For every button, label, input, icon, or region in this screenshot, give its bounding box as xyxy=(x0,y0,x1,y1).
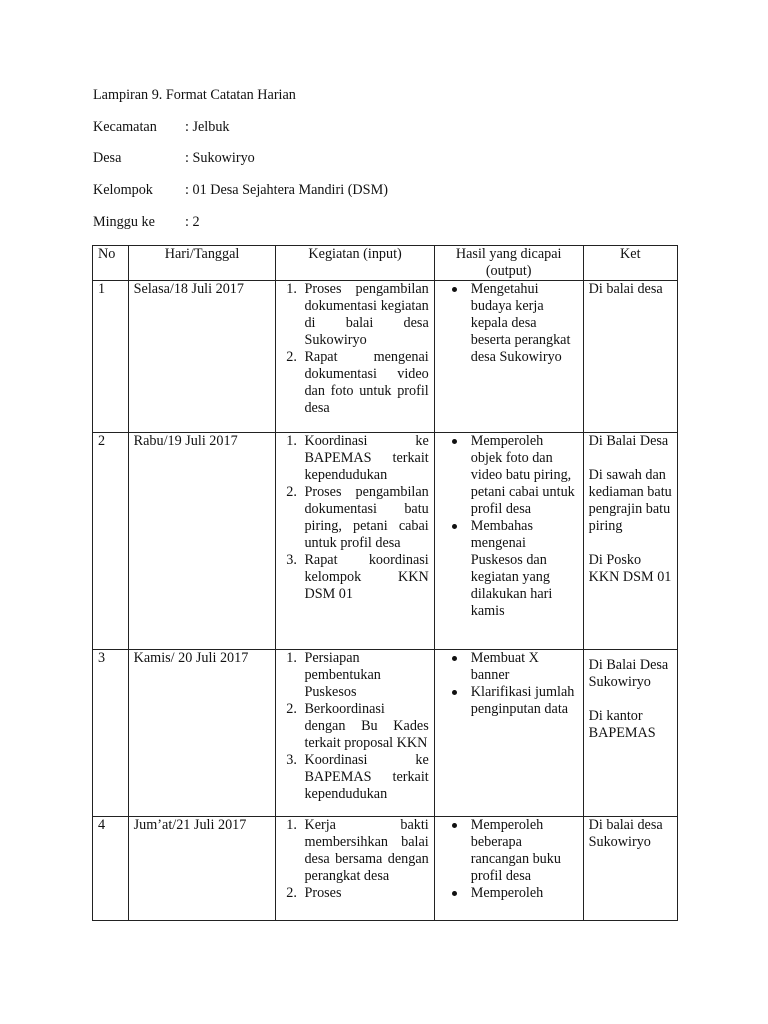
row-number: 1 xyxy=(93,281,129,433)
meta-label: Minggu ke xyxy=(93,214,155,230)
meta-label: Kecamatan xyxy=(93,119,157,135)
row-hasil xyxy=(434,817,583,921)
table-row xyxy=(93,817,678,921)
kegiatan-item: 3. Rapat koordinasi kelompok KKN DSM 01 xyxy=(300,552,428,603)
hasil-item: Mengetahui budaya kerja kepala desa beserta perangkat desa Sukowiryo xyxy=(459,281,578,366)
row-ket xyxy=(583,817,677,921)
row-date: Kamis/ 20 Juli 2017 xyxy=(128,650,276,817)
ket-item: Di Balai Desa Sukowiryo xyxy=(588,657,669,690)
header-no: No xyxy=(93,246,129,281)
row-number: 3 xyxy=(93,650,129,817)
row-number: 4 xyxy=(93,817,129,921)
meta-kecamatan xyxy=(93,119,230,136)
ket-item: Di balai desa Sukowiryo xyxy=(588,817,663,850)
row-number: 2 xyxy=(93,433,129,650)
meta-value: : Jelbuk xyxy=(185,119,230,135)
hasil-item: Membahas mengenai Puskesos dan kegiatan yang dilakukan hari kamis xyxy=(459,518,578,620)
hasil-item: Memperoleh objek foto dan video batu piring, petani cabai untuk profil desa xyxy=(459,433,578,518)
meta-minggu xyxy=(93,214,200,231)
meta-value: : 2 xyxy=(185,214,200,230)
ket-item: Di balai desa xyxy=(588,281,663,297)
meta-value: : 01 Desa Sejahtera Mandiri (DSM) xyxy=(185,182,388,198)
hasil-item: Memperoleh beberapa rancangan buku profil desa xyxy=(459,817,578,885)
document-title: Lampiran 9. Format Catatan Harian xyxy=(93,87,296,103)
row-date: Selasa/18 Juli 2017 xyxy=(128,281,276,433)
row-kegiatan xyxy=(276,650,434,817)
kegiatan-item: 1. Kerja bakti membersihkan balai desa bersama dengan perangkat desa xyxy=(300,817,428,885)
kegiatan-item: 1. Koordinasi ke BAPEMAS terkait kependudukan xyxy=(300,433,428,484)
header-ket: Ket xyxy=(583,246,677,281)
kegiatan-item: 2. Proses xyxy=(300,885,428,902)
meta-kelompok xyxy=(93,182,388,199)
header-hasil: Hasil yang dicapai (output) xyxy=(434,246,583,281)
kegiatan-item: 2. Proses pengambilan dokumentasi batu piring, petani cabai untuk profil desa xyxy=(300,484,428,552)
meta-label: Kelompok xyxy=(93,182,153,198)
row-hasil xyxy=(434,650,583,817)
hasil-item: Membuat X banner xyxy=(459,650,578,684)
ket-item: Di Posko KKN DSM 01 xyxy=(588,552,672,585)
table-row xyxy=(93,433,678,650)
daily-log-table xyxy=(92,245,678,921)
hasil-item: Memperoleh xyxy=(459,885,578,902)
table-header-row xyxy=(93,246,678,281)
row-kegiatan xyxy=(276,433,434,650)
row-hasil xyxy=(434,281,583,433)
kegiatan-item: 3. Koordinasi ke BAPEMAS terkait kependudukan xyxy=(300,752,428,803)
meta-value: : Sukowiryo xyxy=(185,150,255,166)
header-date: Hari/Tanggal xyxy=(128,246,276,281)
table-row xyxy=(93,650,678,817)
ket-item: Di Balai Desa xyxy=(588,433,669,449)
row-kegiatan xyxy=(276,817,434,921)
hasil-item: Klarifikasi jumlah penginputan data xyxy=(459,684,578,718)
meta-label: Desa xyxy=(93,150,122,166)
meta-desa xyxy=(93,150,255,167)
row-date: Jum’at/21 Juli 2017 xyxy=(128,817,276,921)
row-ket xyxy=(583,650,677,817)
kegiatan-item: 2. Berkoordinasi dengan Bu Kades terkait proposal KKN xyxy=(300,701,428,752)
row-hasil xyxy=(434,433,583,650)
table-row xyxy=(93,281,678,433)
row-ket xyxy=(583,433,677,650)
row-ket xyxy=(583,281,677,433)
kegiatan-item: 1. Persiapan pembentukan Puskesos xyxy=(300,650,428,701)
row-date: Rabu/19 Juli 2017 xyxy=(128,433,276,650)
kegiatan-item: 2. Rapat mengenai dokumentasi video dan foto untuk profil desa xyxy=(300,349,428,417)
ket-item: Di kantor BAPEMAS xyxy=(588,708,656,741)
ket-item: Di sawah dan kediaman batu pengrajin batu piring xyxy=(588,467,672,534)
row-kegiatan xyxy=(276,281,434,433)
header-kegiatan: Kegiatan (input) xyxy=(276,246,434,281)
kegiatan-item: 1. Proses pengambilan dokumentasi kegiatan di balai desa Sukowiryo xyxy=(300,281,428,349)
